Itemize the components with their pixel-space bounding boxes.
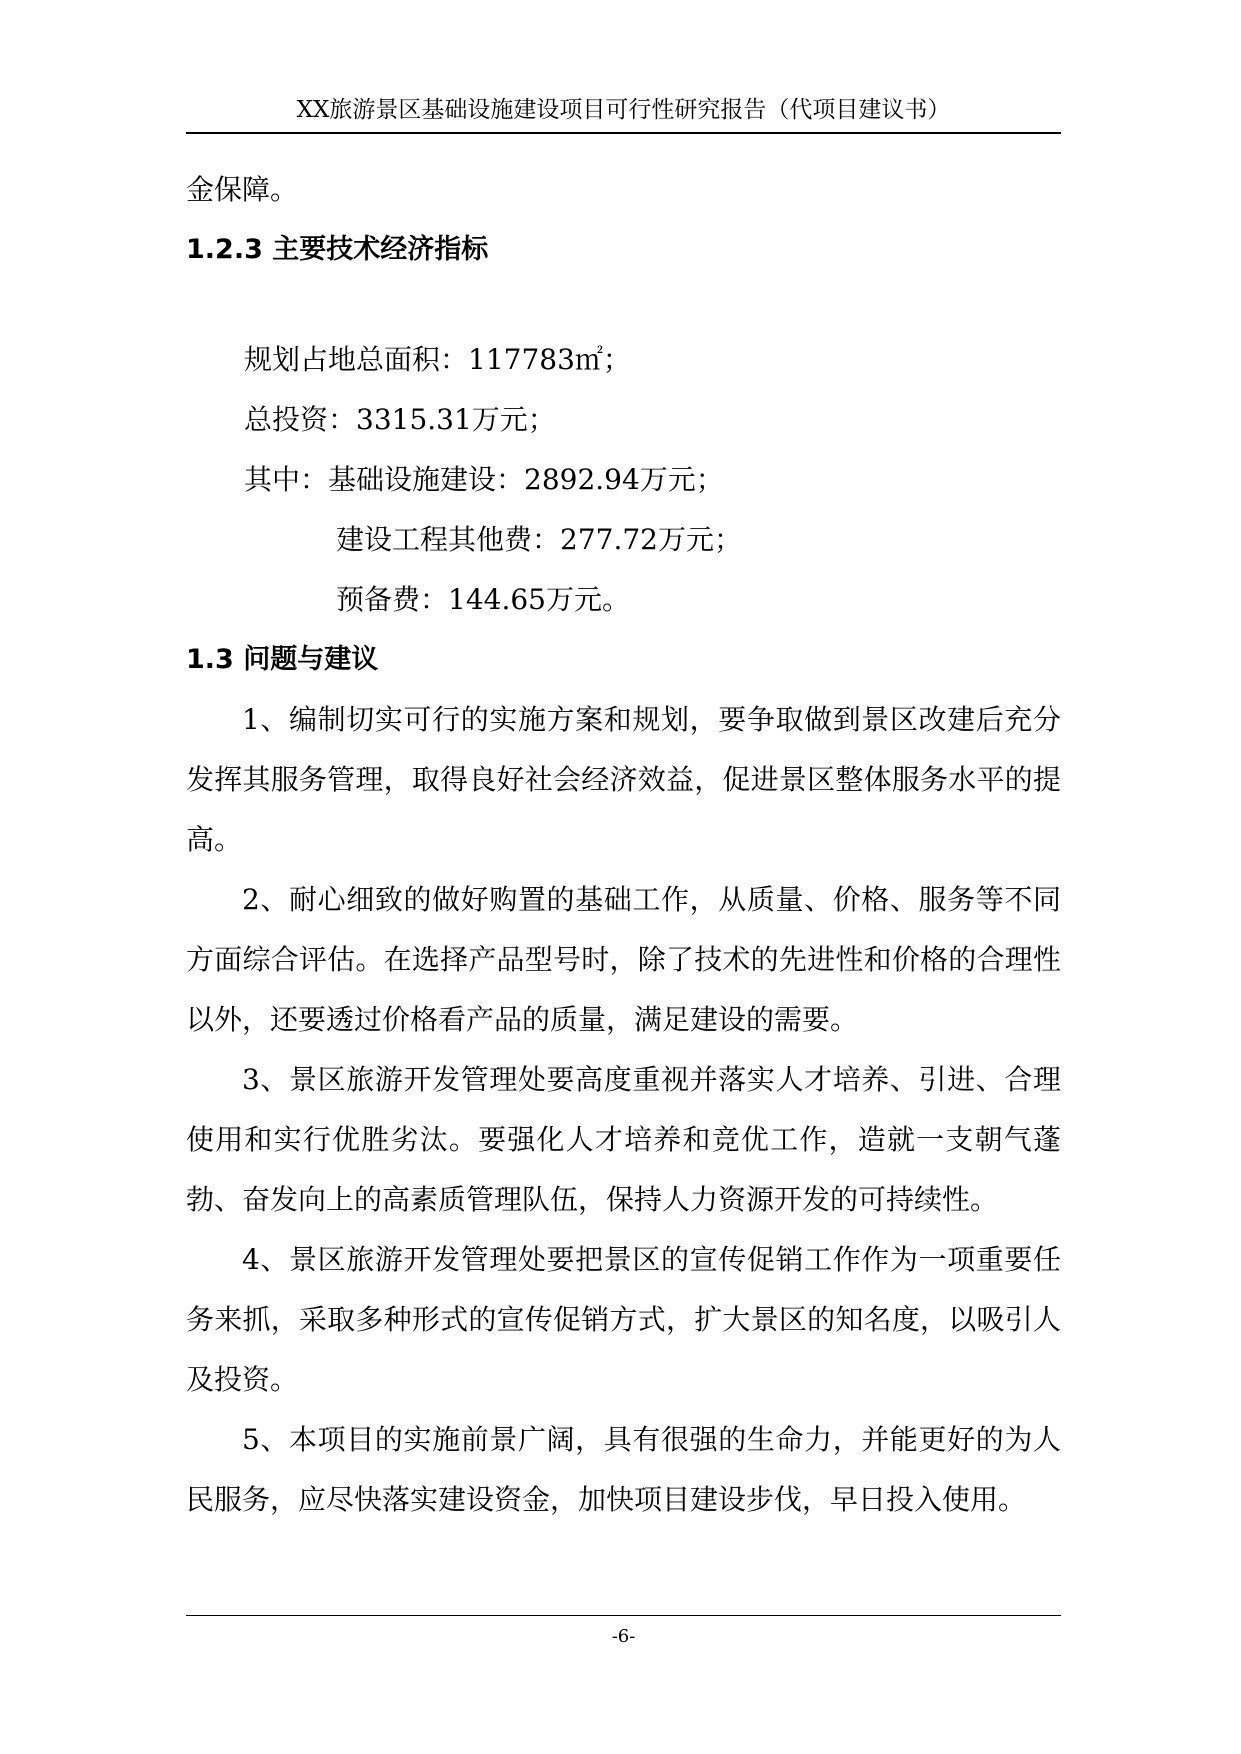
section-heading-1-2-3: 1.2.3 主要技术经济指标 [186,234,489,265]
indicator-infrastructure: 其中：基础设施建设：2892.94万元； [244,463,724,496]
page-header [186,88,1061,134]
page-footer [186,1615,1061,1647]
page-number: -6- [611,1626,636,1647]
continuation-text: 金保障。 [186,173,299,206]
suggestion-paragraph: 4、景区旅游开发管理处要把景区的宣传促销工作作为一项重要任务来抓，采取多种形式的宣传促销方式，扩大景区的知名度，以吸引人及投资。 [186,1243,1061,1396]
page-body [186,160,1061,1530]
suggestion-paragraph: 5、本项目的实施前景广阔，具有很强的生命力，并能更好的为人民服务，应尽快落实建设资金，加快项目建设步伐，早日投入使用。 [186,1423,1061,1516]
header-title: XX旅游景区基础设施建设项目可行性研究报告（代项目建议书） [296,97,951,123]
indicator-total-investment: 总投资：3315.31万元； [244,403,556,436]
section-heading-1-3: 1.3 问题与建议 [186,644,379,675]
suggestion-paragraph: 2、耐心细致的做好购置的基础工作，从质量、价格、服务等不同方面综合评估。在选择产品型号时，除了技术的先进性和价格的合理性以外，还要透过价格看产品的质量，满足建设的需要。 [186,883,1061,1036]
indicator-reserve-fees: 预备费：144.65万元。 [336,583,630,616]
suggestion-paragraph: 1、编制切实可行的实施方案和规划，要争取做到景区改建后充分发挥其服务管理，取得良好社会经济效益，促进景区整体服务水平的提高。 [186,703,1061,856]
indicator-total-area: 规划占地总面积：117783㎡； [244,343,631,376]
spacer [186,280,1061,330]
indicator-other-fees: 建设工程其他费：277.72万元； [336,523,742,556]
suggestion-paragraph: 3、景区旅游开发管理处要高度重视并落实人才培养、引进、合理使用和实行优胜劣汰。要强化人才培养和竞优工作，造就一支朝气蓬勃、奋发向上的高素质管理队伍，保持人力资源开发的可持续性。 [186,1063,1061,1216]
